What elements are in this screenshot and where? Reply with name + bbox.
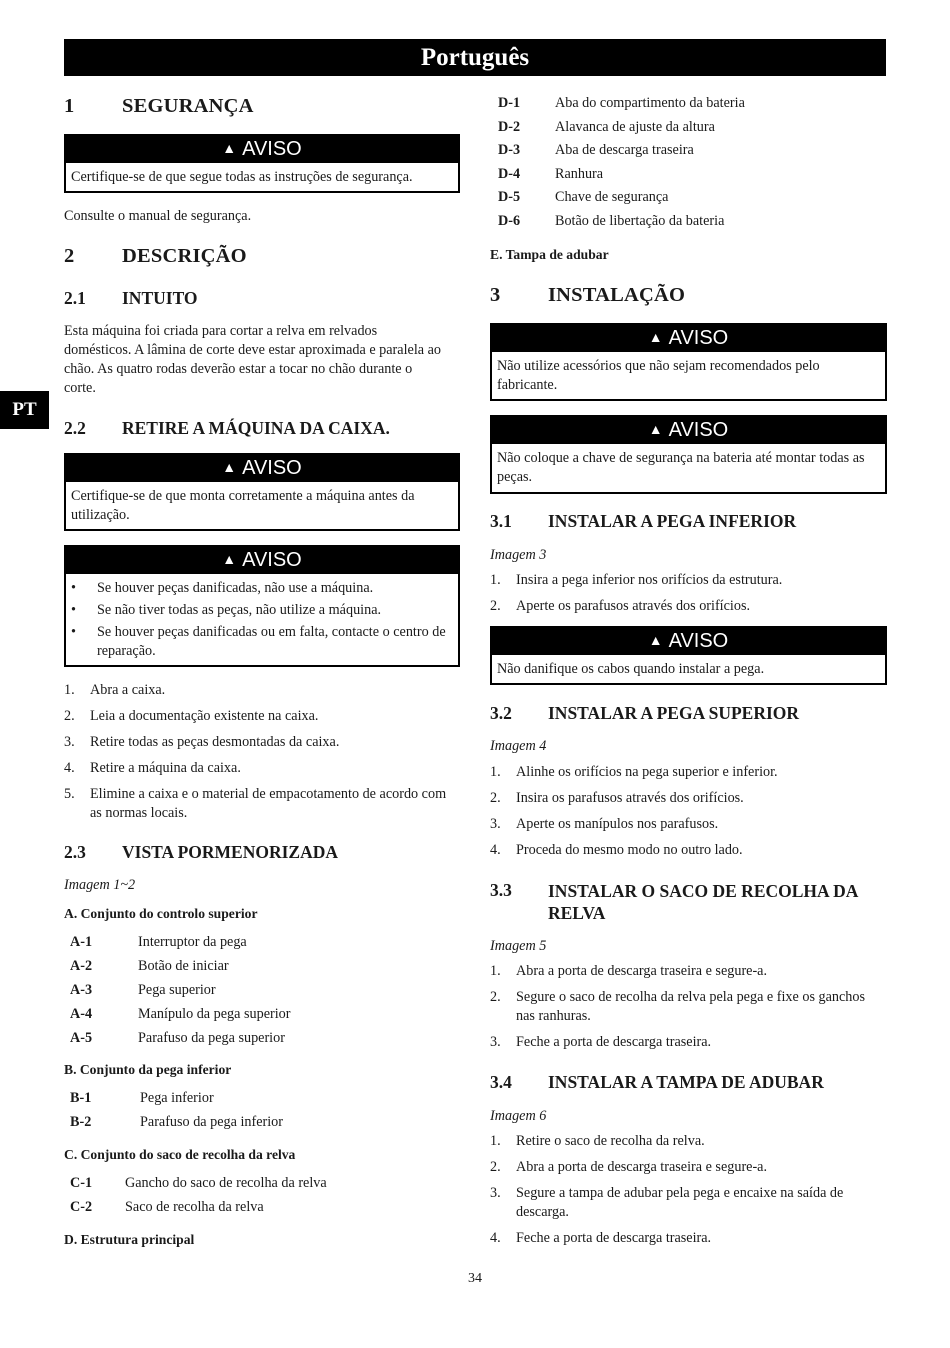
group-e-title: E. Tampa de adubar xyxy=(490,247,609,262)
list-item: 2. Abra a porta de descarga traseira e segure-a. xyxy=(490,1159,768,1175)
section-title: INSTALAR O SACO DE RECOLHA DA RELVA xyxy=(548,881,858,923)
image-reference: Imagem 4 xyxy=(490,738,547,754)
page-title: Português xyxy=(64,39,886,76)
warning-box xyxy=(490,626,887,685)
section-number: 1 xyxy=(64,95,75,117)
image-reference: Imagem 3 xyxy=(490,547,547,563)
section-3-1-heading xyxy=(490,511,796,532)
section-1-heading xyxy=(64,95,254,118)
warning-header xyxy=(66,547,458,574)
section-title: INSTALAR A PEGA INFERIOR xyxy=(548,511,797,531)
section-number: 3.3 xyxy=(490,880,512,900)
warning-box xyxy=(490,415,887,494)
install-grass-bag-steps xyxy=(490,962,887,1052)
warning-text: Certifique-se de que monta corretamente a máquina antes da utilização. xyxy=(71,488,415,523)
list-item: • Se não tiver todas as peças, não utilize a máquina. xyxy=(71,602,382,618)
section-title: INSTALAÇÃO xyxy=(548,284,686,306)
group-b-title: B. Conjunto da pega inferior xyxy=(64,1062,232,1077)
list-item: 1. Abra a porta de descarga traseira e segure-a. xyxy=(490,963,768,979)
section-number: 2.2 xyxy=(64,418,86,438)
section-title: INSTALAR A PEGA SUPERIOR xyxy=(548,703,800,723)
intended-use-text: Esta máquina foi criada para cortar a relva em relvados domésticos. A lâmina de corte deve estar aproximada e paralela ao chão. As quatro rodas deverão estar a tocar no chão durante o corte. xyxy=(64,323,441,396)
parts-table-d xyxy=(498,95,745,237)
section-3-heading xyxy=(490,284,685,307)
warning-triangle-icon: ▲ xyxy=(222,551,237,567)
section-number: 3.1 xyxy=(490,511,512,531)
warning-box xyxy=(64,134,460,193)
warning-triangle-icon: ▲ xyxy=(648,632,663,648)
warning-label: AVISO xyxy=(668,327,729,349)
table-row: D-2 Alavanca de ajuste da altura xyxy=(498,118,715,135)
table-row: D-3 Aba de descarga traseira xyxy=(498,142,694,159)
warning-bullet-list xyxy=(71,579,453,661)
list-item: 1. Alinhe os orifícios na pega superior e inferior. xyxy=(490,764,778,780)
install-upper-handle-steps xyxy=(490,763,887,860)
table-row: D-4 Ranhura xyxy=(498,165,604,182)
language-tab: PT xyxy=(0,391,49,429)
warning-box xyxy=(64,453,460,531)
table-row: A-1 Interruptor da pega xyxy=(70,934,247,950)
list-item: 1. Abra a caixa. xyxy=(64,682,166,698)
warning-box xyxy=(490,323,887,401)
section-number: 2.1 xyxy=(64,288,86,308)
section-3-3-heading xyxy=(490,880,887,924)
warning-header xyxy=(66,455,458,482)
list-item: 4. Retire a máquina da caixa. xyxy=(64,760,241,776)
warning-box xyxy=(64,545,460,667)
parts-table-c xyxy=(70,1175,327,1223)
list-item: 2. Leia a documentação existente na caixa. xyxy=(64,708,319,724)
warning-label: AVISO xyxy=(242,549,302,571)
unpack-steps xyxy=(64,681,460,823)
parts-table-a xyxy=(70,934,290,1054)
warning-label: AVISO xyxy=(242,457,302,479)
parts-table-b xyxy=(70,1090,283,1138)
list-item: 4. Feche a porta de descarga traseira. xyxy=(490,1230,712,1246)
warning-triangle-icon: ▲ xyxy=(222,140,237,156)
warning-text: Certifique-se de que segue todas as instruções de segurança. xyxy=(71,169,413,185)
section-3-2-heading xyxy=(490,703,799,724)
section-number: 3.4 xyxy=(490,1072,512,1092)
section-2-heading xyxy=(64,245,247,268)
list-item: • Se houver peças danificadas ou em falta, contacte o centro de reparação. xyxy=(71,624,446,659)
list-item: 5. Elimine a caixa e o material de empacotamento de acordo com as normas locais. xyxy=(64,786,447,821)
section-3-4-heading xyxy=(490,1072,824,1093)
warning-triangle-icon: ▲ xyxy=(648,421,663,437)
group-c-title: C. Conjunto do saco de recolha da relva xyxy=(64,1147,296,1162)
warning-header xyxy=(492,628,885,655)
section-number: 2 xyxy=(64,245,75,267)
section-2-2-heading xyxy=(64,418,390,439)
group-a-title: A. Conjunto do controlo superior xyxy=(64,906,258,921)
section-title: INTUITO xyxy=(122,288,198,308)
group-d-title: D. Estrutura principal xyxy=(64,1232,195,1247)
section-title: SEGURANÇA xyxy=(122,95,254,117)
table-row: D-5 Chave de segurança xyxy=(498,189,669,206)
list-item: 2. Segure o saco de recolha da relva pela pega e fixe os ganchos nas ranhuras. xyxy=(490,989,866,1024)
page-number: 34 xyxy=(468,1271,482,1286)
list-item: 3. Retire todas as peças desmontadas da caixa. xyxy=(64,734,340,750)
table-row: C-1 Gancho do saco de recolha da relva xyxy=(70,1175,327,1191)
list-item: 2. Aperte os parafusos através dos orifícios. xyxy=(490,598,751,614)
warning-header xyxy=(492,417,885,444)
table-row: B-1 Pega inferior xyxy=(70,1090,214,1106)
table-row: D-6 Botão de libertação da bateria xyxy=(498,212,725,229)
warning-label: AVISO xyxy=(242,138,302,160)
section-number: 3 xyxy=(490,284,501,306)
section-number: 3.2 xyxy=(490,703,512,723)
warning-triangle-icon: ▲ xyxy=(222,459,237,475)
warning-header xyxy=(492,325,885,352)
warning-label: AVISO xyxy=(668,419,729,441)
install-mulch-plug-steps xyxy=(490,1132,887,1248)
safety-reference-text: Consulte o manual de segurança. xyxy=(64,208,252,224)
warning-label: AVISO xyxy=(668,630,729,652)
list-item: 3. Feche a porta de descarga traseira. xyxy=(490,1034,712,1050)
list-item: 4. Proceda do mesmo modo no outro lado. xyxy=(490,842,743,858)
warning-header xyxy=(66,136,458,163)
image-reference: Imagem 1~2 xyxy=(64,877,136,893)
section-number: 2.3 xyxy=(64,842,86,862)
image-reference: Imagem 5 xyxy=(490,938,547,954)
table-row: C-2 Saco de recolha da relva xyxy=(70,1199,264,1215)
image-reference: Imagem 6 xyxy=(490,1108,547,1124)
list-item: 1. Insira a pega inferior nos orifícios da estrutura. xyxy=(490,572,783,588)
list-item: • Se houver peças danificadas, não use a máquina. xyxy=(71,580,374,596)
install-lower-handle-steps xyxy=(490,571,887,616)
section-title: RETIRE A MÁQUINA DA CAIXA. xyxy=(122,418,390,438)
section-title: INSTALAR A TAMPA DE ADUBAR xyxy=(548,1072,824,1092)
list-item: 2. Insira os parafusos através dos orifícios. xyxy=(490,790,744,806)
list-item: 3. Segure a tampa de adubar pela pega e encaixe na saída de descarga. xyxy=(490,1185,844,1220)
section-title: VISTA PORMENORIZADA xyxy=(122,842,339,862)
table-row: A-3 Pega superior xyxy=(70,982,216,998)
warning-text: Não danifique os cabos quando instalar a pega. xyxy=(497,661,765,677)
table-row: D-1 Aba do compartimento da bateria xyxy=(498,95,745,111)
section-title: DESCRIÇÃO xyxy=(122,245,247,267)
warning-triangle-icon: ▲ xyxy=(648,329,663,345)
list-item: 1. Retire o saco de recolha da relva. xyxy=(490,1133,705,1149)
section-2-3-heading xyxy=(64,842,338,863)
list-item: 3. Aperte os manípulos nos parafusos. xyxy=(490,816,719,832)
warning-text: Não coloque a chave de segurança na bateria até montar todas as peças. xyxy=(497,450,865,485)
table-row: A-5 Parafuso da pega superior xyxy=(70,1030,285,1046)
table-row: A-4 Manípulo da pega superior xyxy=(70,1006,291,1022)
section-2-1-heading xyxy=(64,288,198,309)
table-row: B-2 Parafuso da pega inferior xyxy=(70,1114,283,1130)
warning-text: Não utilize acessórios que não sejam recomendados pelo fabricante. xyxy=(497,358,820,393)
table-row: A-2 Botão de iniciar xyxy=(70,958,229,974)
